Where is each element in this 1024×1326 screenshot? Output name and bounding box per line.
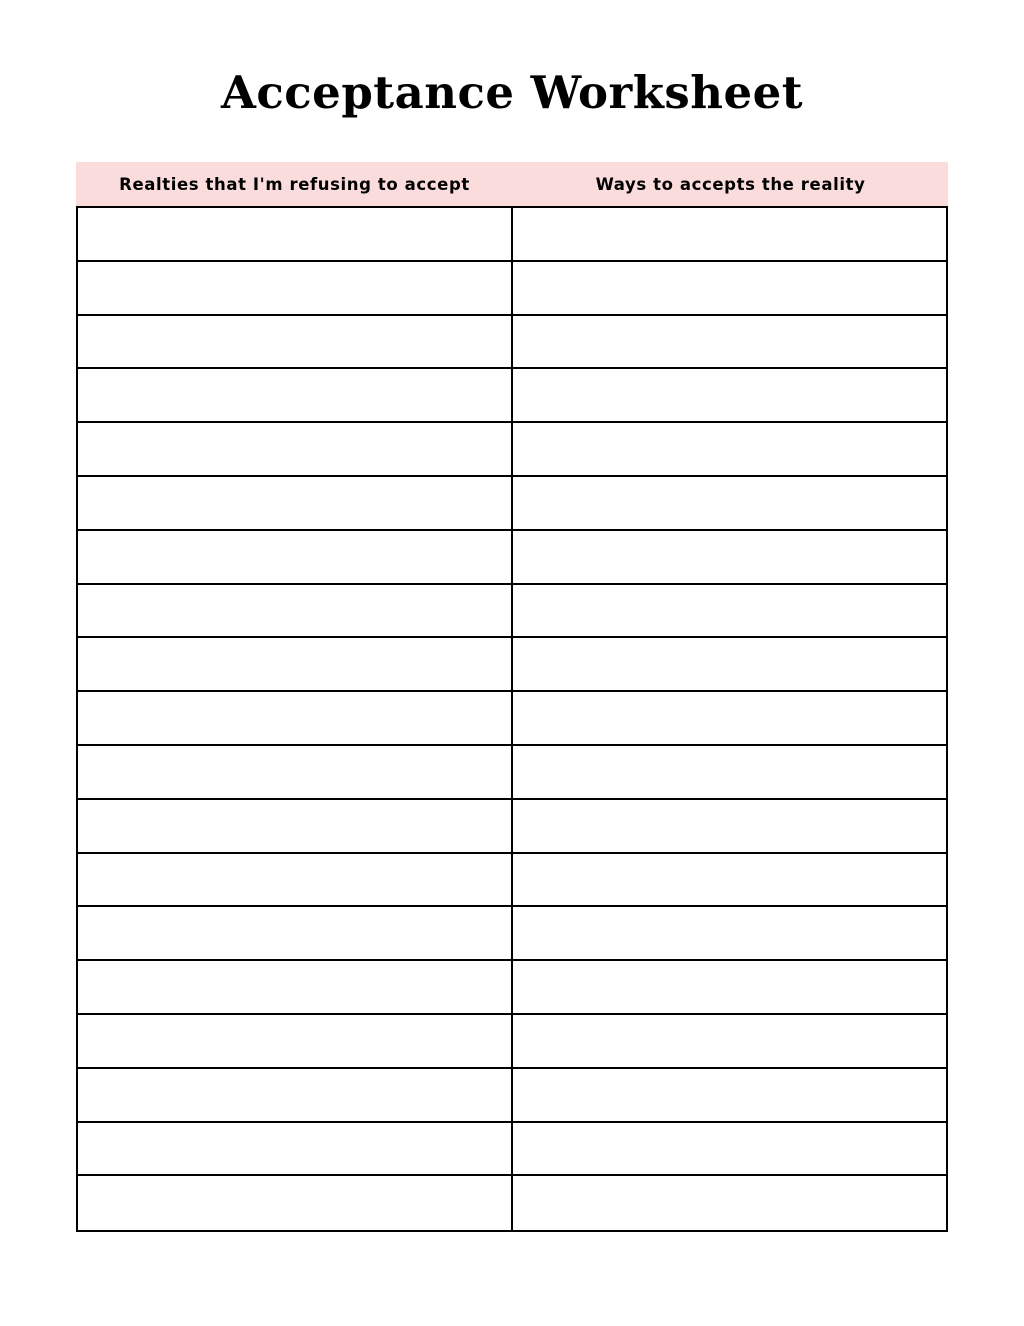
cell-reality[interactable] <box>78 369 513 421</box>
table-row <box>78 800 946 854</box>
cell-way[interactable] <box>513 1176 946 1230</box>
cell-reality[interactable] <box>78 208 513 260</box>
table-row <box>78 262 946 316</box>
cell-reality[interactable] <box>78 854 513 906</box>
table-row <box>78 854 946 908</box>
table-row <box>78 208 946 262</box>
cell-reality[interactable] <box>78 692 513 744</box>
cell-way[interactable] <box>513 961 946 1013</box>
cell-reality[interactable] <box>78 800 513 852</box>
cell-way[interactable] <box>513 907 946 959</box>
table-row <box>78 1176 946 1230</box>
table-row <box>78 961 946 1015</box>
table-row <box>78 638 946 692</box>
cell-reality[interactable] <box>78 477 513 529</box>
cell-way[interactable] <box>513 1015 946 1067</box>
cell-reality[interactable] <box>78 585 513 637</box>
table-row <box>78 316 946 370</box>
cell-way[interactable] <box>513 208 946 260</box>
table-row <box>78 477 946 531</box>
table-header-row <box>76 162 948 206</box>
cell-way[interactable] <box>513 369 946 421</box>
table-row <box>78 1069 946 1123</box>
cell-way[interactable] <box>513 316 946 368</box>
column-header-realities: Realties that I'm refusing to accept <box>119 174 470 194</box>
acceptance-table <box>76 162 948 1232</box>
cell-reality[interactable] <box>78 531 513 583</box>
cell-way[interactable] <box>513 746 946 798</box>
cell-reality[interactable] <box>78 1069 513 1121</box>
cell-way[interactable] <box>513 692 946 744</box>
cell-reality[interactable] <box>78 1123 513 1175</box>
cell-reality[interactable] <box>78 262 513 314</box>
table-row <box>78 907 946 961</box>
cell-way[interactable] <box>513 1069 946 1121</box>
table-row <box>78 585 946 639</box>
cell-way[interactable] <box>513 638 946 690</box>
table-row <box>78 692 946 746</box>
cell-way[interactable] <box>513 800 946 852</box>
page-title: Acceptance Worksheet <box>220 66 804 119</box>
cell-reality[interactable] <box>78 746 513 798</box>
cell-reality[interactable] <box>78 1015 513 1067</box>
cell-way[interactable] <box>513 585 946 637</box>
table-row <box>78 746 946 800</box>
cell-reality[interactable] <box>78 423 513 475</box>
cell-reality[interactable] <box>78 1176 513 1230</box>
cell-reality[interactable] <box>78 638 513 690</box>
table-row <box>78 369 946 423</box>
table-row <box>78 531 946 585</box>
cell-way[interactable] <box>513 477 946 529</box>
cell-reality[interactable] <box>78 961 513 1013</box>
cell-reality[interactable] <box>78 316 513 368</box>
cell-way[interactable] <box>513 262 946 314</box>
cell-way[interactable] <box>513 854 946 906</box>
cell-way[interactable] <box>513 423 946 475</box>
column-header-ways: Ways to accepts the reality <box>595 174 866 194</box>
table-row <box>78 1123 946 1177</box>
cell-way[interactable] <box>513 1123 946 1175</box>
cell-way[interactable] <box>513 531 946 583</box>
cell-reality[interactable] <box>78 907 513 959</box>
table-row <box>78 1015 946 1069</box>
table-body <box>76 206 948 1232</box>
table-row <box>78 423 946 477</box>
